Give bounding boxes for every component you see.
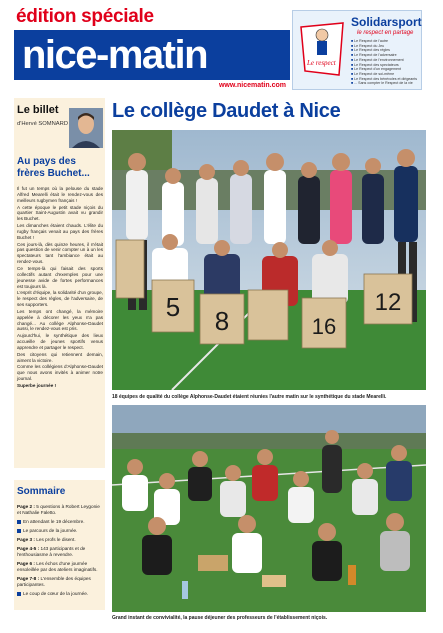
main-headline: Le collège Daudet à Nice — [112, 100, 341, 122]
page-ref: Page 6 : — [17, 561, 35, 566]
list-item: ■ Le Respect d'un engagement — [351, 67, 417, 72]
sommaire-item[interactable] — [17, 537, 103, 543]
paragraph: Ces jours-là, dès quinze heures, il n'était pas question de venir compter un à un les spectateurs tant l'ambiance était au rendez-vous. — [17, 241, 103, 265]
sommaire-item[interactable] — [17, 561, 103, 573]
billet-heading: Le billet — [17, 104, 59, 116]
paragraph: Des citoyens qui retiennent demain, aiment la victoire. — [17, 351, 103, 363]
list-item: ■ Le Respect de l'autre — [351, 39, 417, 44]
billet-column — [14, 98, 105, 468]
item-text: En attendant le 19 décembre. — [23, 519, 85, 524]
list-item: ■ Le Respect des règles — [351, 48, 417, 53]
card-number: 8 — [214, 306, 230, 336]
card-number: 12 — [374, 289, 402, 316]
photo1-caption: 18 équipes de qualité du collège Alphonse-Daudet étaient réunies l'autre matin sur le synthétique du stade Mearelli. — [112, 394, 387, 400]
paragraph: Aujourd'hui, le synthétique des lieux accueille de jeunes sportifs venus apprendre et partager le respect. — [17, 333, 103, 350]
solidarsport-box — [292, 10, 422, 90]
team-photo-image — [112, 130, 426, 390]
list-item: ■ ... Sans compter le Respect de la vie — [351, 81, 417, 86]
billet-title: Au pays des frères Buchet... — [17, 156, 90, 179]
page-ref: Page 3 : — [17, 537, 35, 542]
paragraph: Les temps ont changé, la mémoire appelée à décorer les yeux n'a pas changé... Au collège Alphonse-Daudet aussi, le rendez-vous est pris. — [17, 308, 103, 332]
item-text: L'ensemble des équipes participantes. — [17, 576, 91, 587]
paragraph: Comme les collégiens d'Alphonse-Daudet que nous avons invités à animer notre journal. — [17, 364, 103, 382]
sommaire-title: Sommaire — [17, 486, 66, 497]
list-item: ■ Le Respect du Jeu — [351, 44, 417, 49]
item-text: Le coup de cœur de la journée. — [23, 591, 89, 596]
sommaire-item[interactable] — [17, 504, 103, 516]
sommaire-item[interactable] — [17, 576, 103, 588]
item-text: Les échos d'une journée ensoleillée par des ateliers imaginatifs. — [17, 561, 98, 572]
paragraph: Les dimanches étaient chauds. L'élite du rugby français venait au pays des frères Buchet ! — [17, 223, 103, 240]
paragraph: L'esprit d'équipe, la solidarité d'un groupe, le respect des règles, de l'adversaire, de ses supporters. — [17, 290, 103, 308]
page-ref: Page 7-8 : — [17, 576, 40, 581]
page-ref: Page 4-5 : — [17, 546, 40, 551]
brand-bar — [14, 30, 290, 80]
sommaire-item[interactable] — [17, 528, 103, 534]
list-item: ■ Le Respect de soi-même — [351, 72, 417, 77]
list-item: ■ Le Respect de l'environnement — [351, 58, 417, 63]
edition-label: édition spéciale — [16, 6, 154, 27]
paragraph: A cette époque le petit stade niçois du quartier Saint-Augustin avait vu grandir les Buchet. — [17, 204, 103, 222]
paragraph: Ce temps-là qui faisait des sports collectifs autant d'exemples pour une jeunesse avide de fortes performances est toujours là. — [17, 265, 103, 289]
sommaire-item[interactable] — [17, 519, 103, 525]
lunch-photo — [112, 405, 426, 612]
brand-logo: nice-matin — [22, 33, 208, 77]
item-text: 5 questions à Robert Leygonie et Nathalie Faletto. — [17, 504, 100, 515]
card-number: 16 — [311, 314, 337, 339]
list-item: ■ Le Respect de l'adversaire — [351, 53, 417, 58]
masthead — [14, 4, 290, 90]
lunch-photo-image — [112, 405, 426, 612]
sommaire-item[interactable] — [17, 546, 103, 558]
solidarsport-subtitle: le respect en partage — [357, 30, 414, 36]
team-photo — [112, 130, 426, 390]
author-portrait — [69, 108, 103, 148]
solidarsport-title: Solidarsport — [351, 15, 422, 29]
item-text: 143 participants et de l'enthousiasme à revendre. — [17, 546, 86, 557]
bullet-icon — [17, 592, 21, 596]
respect-badge-icon — [297, 21, 347, 79]
sommaire-item[interactable] — [17, 591, 103, 597]
bullet-icon — [17, 529, 21, 533]
billet-body — [17, 186, 103, 390]
bullet-icon — [17, 520, 21, 524]
respect-list — [351, 39, 417, 86]
billet-author: d'Hervé SOMNARD — [17, 121, 69, 127]
list-item: ■ Le Respect des bénévoles et dirigeants — [351, 77, 417, 82]
badge-text: Le respect — [307, 59, 336, 67]
photo2-caption: Grand instant de convivialité, la pause déjeuner des professeurs de l'établissement niçois. — [112, 615, 328, 621]
item-text: Les profs le disent. — [36, 537, 76, 542]
card-number: 5 — [165, 292, 181, 322]
paragraph: Il fut un temps où la pelouse du stade Alfred Mearelli était le rendez-vous des meilleurs rugbymen français ! — [17, 186, 103, 203]
list-item: ■ Le Respect des spectateurs — [351, 63, 417, 68]
paragraph: Superbe journée ! — [17, 383, 57, 388]
site-url[interactable]: www.nicematin.com — [218, 82, 286, 89]
page-ref: Page 2 : — [17, 504, 35, 509]
sommaire-box — [14, 480, 105, 610]
sommaire-list — [17, 504, 103, 600]
item-text: Le parcours de la journée. — [23, 528, 78, 533]
